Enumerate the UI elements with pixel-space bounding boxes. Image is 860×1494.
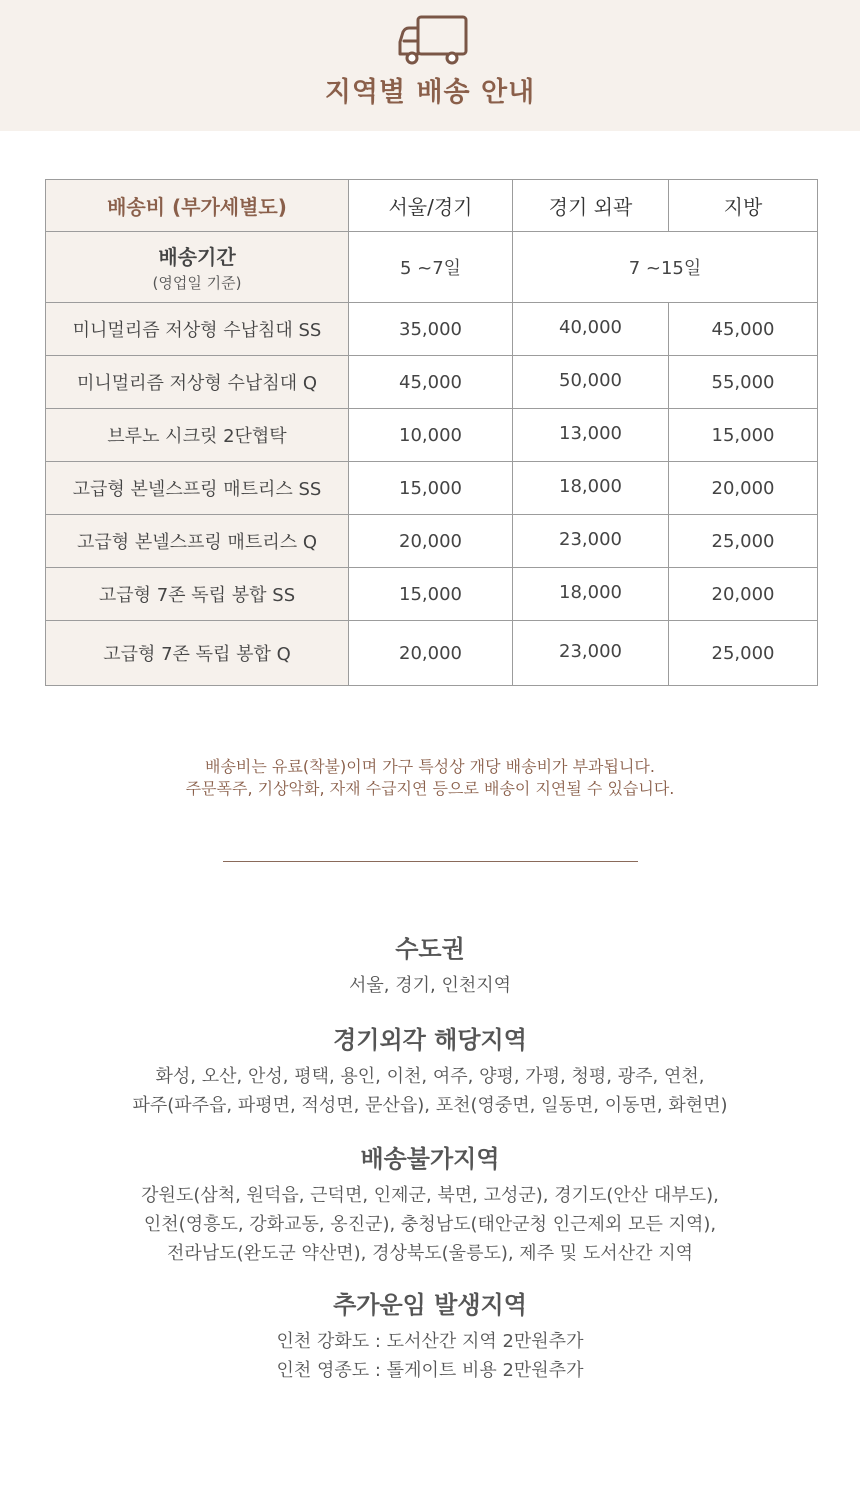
fee-seoul: 45,000 bbox=[349, 356, 513, 409]
region-description bbox=[0, 1062, 860, 1120]
period-others: 7 ~15일 bbox=[513, 232, 818, 303]
notice-line: 주문폭주, 기상악화, 자재 수급지연 등으로 배송이 지연될 수 있습니다. bbox=[185, 779, 675, 798]
table-row bbox=[46, 515, 818, 568]
fee-seoul: 10,000 bbox=[349, 409, 513, 462]
column-header-outer: 경기 외곽 bbox=[513, 180, 669, 232]
delivery-period-label bbox=[46, 232, 349, 303]
page-header bbox=[0, 0, 860, 131]
region-title: 수도권 bbox=[395, 935, 465, 963]
shipping-fee-table bbox=[45, 179, 818, 686]
table-row bbox=[46, 303, 818, 356]
fee-outer: 18,000 bbox=[513, 462, 669, 515]
region-line: 서울, 경기, 인천지역 bbox=[349, 975, 511, 996]
fee-local: 25,000 bbox=[669, 515, 818, 568]
fee-seoul: 20,000 bbox=[349, 515, 513, 568]
delivery-period-row bbox=[46, 232, 818, 303]
table-row bbox=[46, 621, 818, 686]
fee-seoul: 20,000 bbox=[349, 621, 513, 686]
region-line: 인천 강화도 : 도서산간 지역 2만원추가 bbox=[276, 1331, 584, 1352]
fee-seoul: 15,000 bbox=[349, 462, 513, 515]
column-header-fee: 배송비 (부가세별도) bbox=[46, 180, 349, 232]
region-line: 파주(파주읍, 파평면, 적성면, 문산읍), 포천(영중면, 일동면, 이동면, 화현면) bbox=[132, 1095, 728, 1116]
fee-outer: 13,000 bbox=[513, 409, 669, 462]
truck-icon bbox=[397, 14, 469, 66]
product-name: 고급형 본넬스프링 매트리스 Q bbox=[46, 515, 349, 568]
product-name: 고급형 본넬스프링 매트리스 SS bbox=[46, 462, 349, 515]
region-line: 강원도(삼척, 원덕읍, 근덕면, 인제군, 북면, 고성군), 경기도(안산 대부도), bbox=[141, 1185, 719, 1206]
table-row bbox=[46, 568, 818, 621]
fee-seoul: 35,000 bbox=[349, 303, 513, 356]
product-name: 미니멀리즘 저상형 수납침대 Q bbox=[46, 356, 349, 409]
column-header-local: 지방 bbox=[669, 180, 818, 232]
fee-outer: 40,000 bbox=[513, 303, 669, 356]
fee-seoul: 15,000 bbox=[349, 568, 513, 621]
product-name: 브루노 시크릿 2단협탁 bbox=[46, 409, 349, 462]
region-line: 인천(영흥도, 강화교동, 옹진군), 충청남도(태안군청 인근제외 모든 지역), bbox=[143, 1214, 717, 1235]
table-row bbox=[46, 409, 818, 462]
fee-local: 20,000 bbox=[669, 568, 818, 621]
region-title: 추가운임 발생지역 bbox=[333, 1291, 527, 1319]
region-description bbox=[0, 1181, 860, 1268]
column-header-seoul: 서울/경기 bbox=[349, 180, 513, 232]
table-header-row bbox=[46, 180, 818, 232]
product-name: 고급형 7존 독립 봉합 Q bbox=[46, 621, 349, 686]
fee-outer: 50,000 bbox=[513, 356, 669, 409]
table-row bbox=[46, 462, 818, 515]
page-title: 지역별 배송 안내 bbox=[324, 77, 536, 108]
region-extra-charge bbox=[0, 1289, 860, 1385]
region-gyeonggi-outer bbox=[0, 1024, 860, 1120]
fee-outer: 23,000 bbox=[513, 621, 669, 686]
notice-line: 배송비는 유료(착불)이며 가구 특성상 개당 배송비가 부과됩니다. bbox=[205, 757, 655, 776]
fee-local: 55,000 bbox=[669, 356, 818, 409]
product-name: 고급형 7존 독립 봉합 SS bbox=[46, 568, 349, 621]
fee-local: 25,000 bbox=[669, 621, 818, 686]
fee-local: 15,000 bbox=[669, 409, 818, 462]
fee-outer: 23,000 bbox=[513, 515, 669, 568]
product-name: 미니멀리즘 저상형 수납침대 SS bbox=[46, 303, 349, 356]
region-undeliverable bbox=[0, 1143, 860, 1268]
fee-local: 45,000 bbox=[669, 303, 818, 356]
table-row bbox=[46, 356, 818, 409]
region-title: 경기외각 해당지역 bbox=[333, 1026, 527, 1054]
period-seoul: 5 ~7일 bbox=[349, 232, 513, 303]
region-description bbox=[0, 971, 860, 1000]
region-title: 배송불가지역 bbox=[360, 1145, 500, 1173]
divider bbox=[223, 861, 638, 862]
region-line: 인천 영종도 : 톨게이트 비용 2만원추가 bbox=[276, 1360, 584, 1381]
region-line: 화성, 오산, 안성, 평택, 용인, 이천, 여주, 양평, 가평, 청평, 광주, 연천, bbox=[155, 1066, 705, 1087]
period-subtitle: (영업일 기준) bbox=[152, 274, 242, 292]
period-title: 배송기간 bbox=[158, 245, 236, 269]
fee-outer: 18,000 bbox=[513, 568, 669, 621]
region-line: 전라남도(완도군 약산면), 경상북도(울릉도), 제주 및 도서산간 지역 bbox=[167, 1243, 693, 1264]
fee-local: 20,000 bbox=[669, 462, 818, 515]
region-description bbox=[0, 1327, 860, 1385]
shipping-notice bbox=[0, 756, 860, 800]
region-capital bbox=[0, 933, 860, 1000]
